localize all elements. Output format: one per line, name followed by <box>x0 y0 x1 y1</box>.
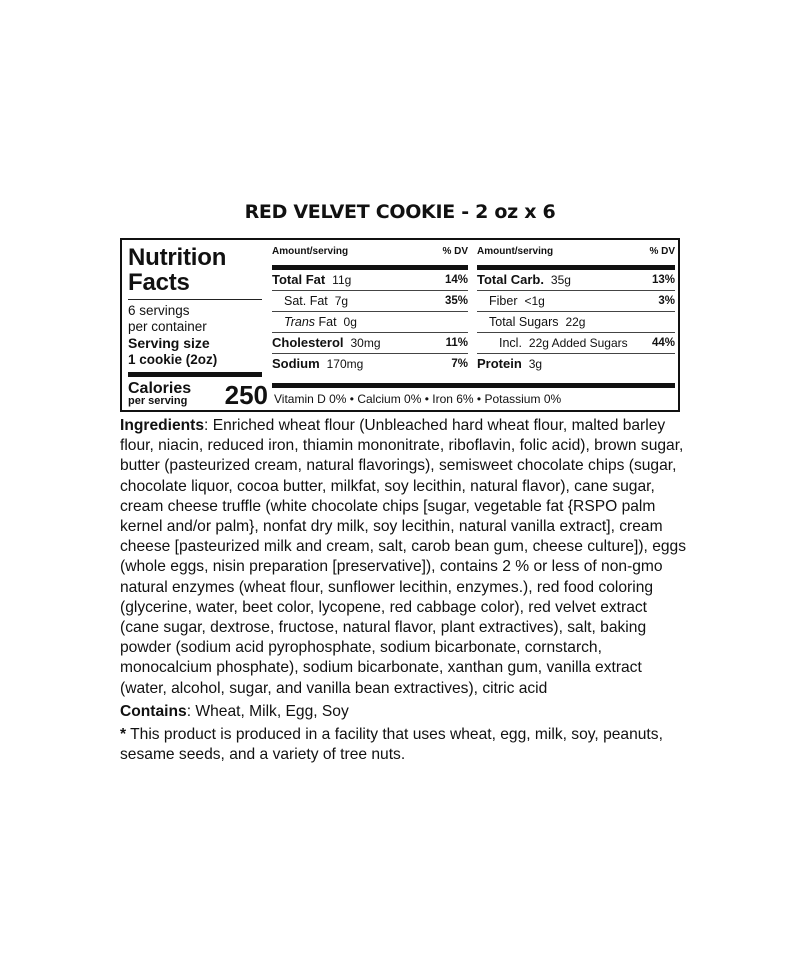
nutrient-amount: 0g <box>343 315 357 329</box>
calories-value: 250 <box>224 380 268 410</box>
nutrient-row-cholesterol <box>272 333 468 354</box>
nutrient-amount: <1g <box>524 294 545 308</box>
serving-size-label: Serving size <box>128 335 210 351</box>
ingredients-label: Ingredients <box>120 417 205 434</box>
nutrition-facts-panel <box>120 238 680 412</box>
contains-label: Contains <box>120 702 187 720</box>
nutrient-row-total-sugars <box>477 312 675 333</box>
servings-per-container <box>128 303 262 335</box>
servings-line-2: per container <box>128 319 207 334</box>
nutrient-row-total-fat <box>272 270 468 291</box>
serving-size-value: 1 cookie (2oz) <box>128 352 218 367</box>
nutrient-amount: 170mg <box>326 357 364 371</box>
column-header <box>272 246 468 261</box>
nutrient-name: Protein <box>477 356 522 371</box>
nutrient-name: Total Sugars <box>489 315 559 329</box>
nutrient-row-trans-fat <box>272 312 468 333</box>
nutrient-name: Cholesterol <box>272 335 344 350</box>
contains-text: : Wheat, Milk, Egg, Soy <box>186 702 349 720</box>
nutrient-name: Total Carb. <box>477 272 544 287</box>
product-title: RED VELVET COOKIE - 2 oz x 6 <box>244 201 556 223</box>
nutrient-name: Total Fat <box>272 272 326 287</box>
amount-header: Amount/serving <box>272 246 349 257</box>
allergen-note: This product is produced in a facility that uses wheat, egg, milk, soy, peanuts, sesame seeds, and a variety of tree nuts. <box>120 726 663 764</box>
nutrition-summary <box>128 245 262 377</box>
nutrient-name: Sat. Fat <box>284 294 328 308</box>
ingredients-text: : Enriched wheat flour (Unbleached hard wheat flour, malted barley flour, niacin, reduced iron, thiamin mononitrate, riboflavin, folic acid), brown sugar, butter (pasteurized cream, natural flavorings), semisweet chocolate chips (sugar, chocolate liquor, cocoa butter, milkfat, soy lecithin, natural flavor), cane sugar, cream cheese truffle (white chocolate chips [sugar, vegetable fat {RSPO palm kernel and/or palm}, nonfat dry milk, soy lecithin, natural vanilla extract], cream cheese [pasteurized milk and cream, salt, carob bean gum, cheese culture]), eggs (whole eggs, nisin preparation [preservative]), contains 2 % or less of non-gmo natural enzymes (wheat flour, sunflower lecithin, enzymes.), red food coloring (glycerine, water, beet color, lycopene, red cabbage color), red velvet extract (cane sugar, dextrose, fructose, natural flavor, plant extractives), salt, baking powder (sodium acid pyrophosphate, sodium bicarbonate, cornstarch, monocalcium phosphate), sodium bicarbonate, xanthan gum, vanilla extract (water, alcohol, sugar, and vanilla bean extractives), citric acid <box>120 417 687 697</box>
nutrient-column-right <box>477 246 675 374</box>
ingredients-paragraph <box>120 416 690 699</box>
calories-block <box>128 380 268 410</box>
contains-paragraph <box>120 702 690 722</box>
allergen-star: * <box>120 726 127 744</box>
nutrient-dv: 14% <box>444 274 468 286</box>
dv-header: % DV <box>442 246 468 257</box>
nutrient-name: Fat <box>318 315 337 329</box>
nutrient-row-sodium <box>272 354 468 374</box>
amount-header: Amount/serving <box>477 246 554 257</box>
nutrient-name: Fiber <box>489 294 518 308</box>
nutrition-facts-heading: Nutrition Facts <box>128 244 227 296</box>
nutrient-row-fiber <box>477 291 675 312</box>
divider <box>128 299 262 300</box>
thick-divider <box>272 383 675 388</box>
per-serving-label: per serving <box>128 395 188 407</box>
nutrient-amount: 7g <box>334 294 349 308</box>
nutrient-name-italic: Trans <box>284 315 316 329</box>
nutrient-amount: 30mg <box>350 336 381 350</box>
thick-divider <box>128 372 262 377</box>
nutrient-name: Sodium <box>272 356 320 371</box>
nutrient-dv: 3% <box>658 295 675 307</box>
dv-header: % DV <box>649 246 675 257</box>
vitamins-minerals: Vitamin D 0% • Calcium 0% • Iron 6% • Potassium 0% <box>274 392 562 406</box>
allergen-note-paragraph <box>120 725 690 765</box>
nutrient-dv: 44% <box>651 337 675 349</box>
nutrient-row-protein <box>477 354 675 374</box>
nutrient-dv: 7% <box>451 358 468 370</box>
nutrient-amount: 11g <box>332 273 352 287</box>
nutrient-column-left <box>272 246 468 374</box>
nutrient-dv: 11% <box>445 337 468 349</box>
nutrient-amount: 22g <box>565 315 586 329</box>
nutrient-dv: 13% <box>651 274 675 286</box>
product-info-text <box>120 416 690 765</box>
nutrient-name: Incl. <box>499 336 522 350</box>
nutrient-amount: 3g <box>528 357 543 371</box>
nutrient-dv: 35% <box>444 295 468 307</box>
nutrient-row-total-carb <box>477 270 675 291</box>
nutrient-row-added-sugars <box>477 333 675 354</box>
column-header <box>477 246 675 261</box>
nutrient-amount: 22g Added Sugars <box>528 336 628 350</box>
nutrient-amount: 35g <box>550 273 571 287</box>
nutrient-row-sat-fat <box>272 291 468 312</box>
calories-label: Calories <box>128 380 192 397</box>
servings-line-1: 6 servings <box>128 303 190 318</box>
